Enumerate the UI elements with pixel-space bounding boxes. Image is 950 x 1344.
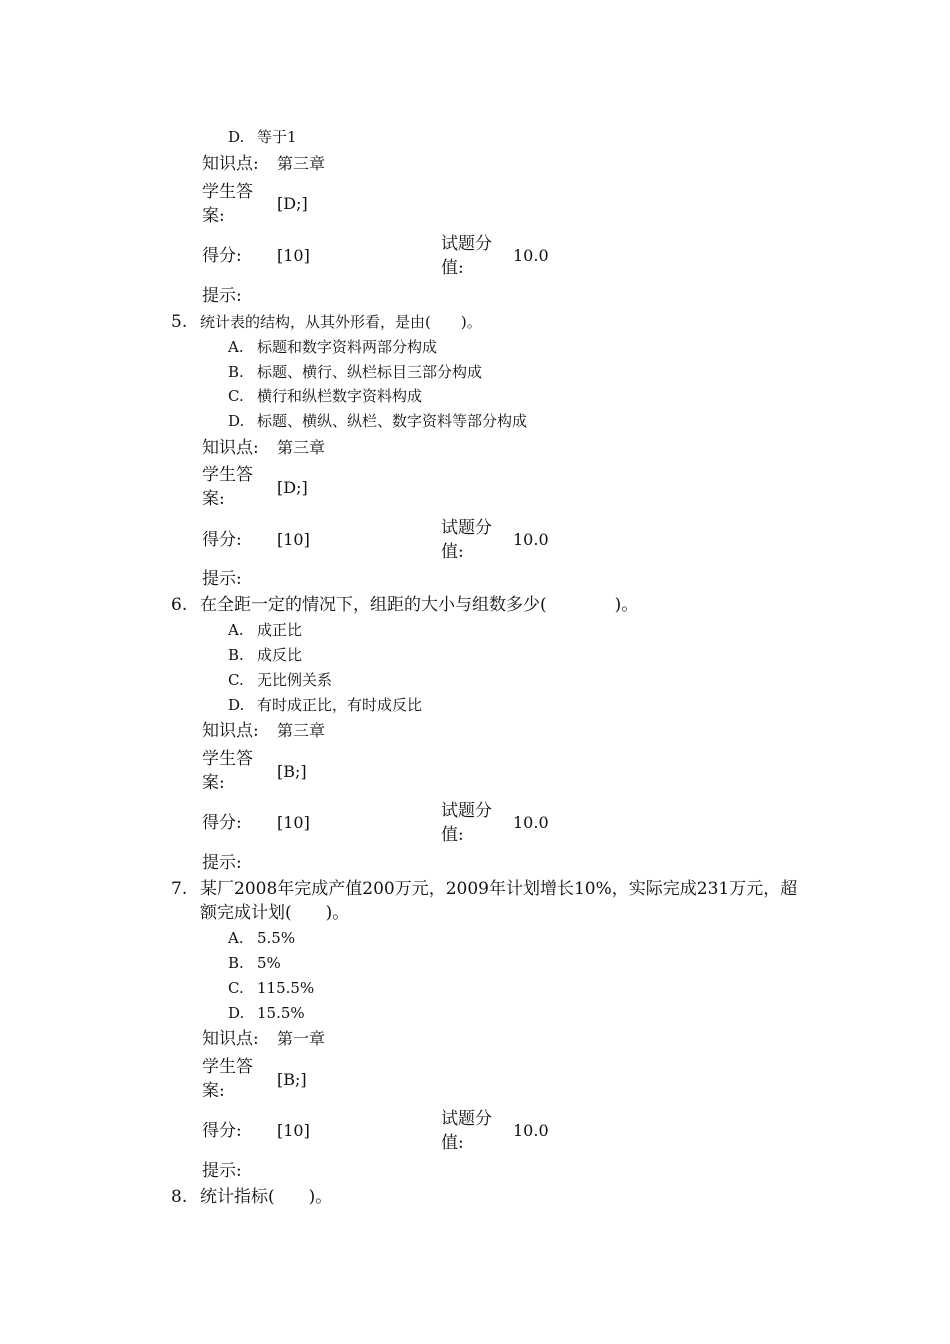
option-b <box>228 953 281 973</box>
option-text: 115.5% <box>257 979 315 997</box>
option-a <box>228 620 302 640</box>
score-value: [10] <box>277 813 310 832</box>
option-letter: C. <box>228 387 244 405</box>
option-text: 标题、横纵、纵栏、数字资料等部分构成 <box>257 412 528 430</box>
student-answer-label: 学生答案: <box>202 749 253 793</box>
option-b <box>228 362 482 382</box>
student-answer-value: [D;] <box>277 194 308 213</box>
points-label: 试题分值: <box>441 801 492 845</box>
option-text: 无比例关系 <box>257 671 333 689</box>
points-label: 试题分值: <box>441 1109 492 1153</box>
student-answer-label: 学生答案: <box>202 1057 253 1101</box>
option-letter: D. <box>228 1004 245 1022</box>
option-text: 5.5% <box>257 929 296 947</box>
student-answer-label: 学生答案: <box>202 182 253 226</box>
option-letter: D. <box>228 128 245 146</box>
option-d <box>228 1003 305 1023</box>
knowledge-label: 知识点: <box>202 154 259 174</box>
question-text: 统计指标( )。 <box>200 1187 333 1207</box>
question-number: 6. <box>171 595 188 615</box>
score-value: [10] <box>277 1121 310 1140</box>
score-value: [10] <box>277 246 310 265</box>
option-text: 15.5% <box>257 1004 305 1022</box>
option-d <box>228 127 297 147</box>
option-letter: D. <box>228 696 245 714</box>
option-letter: B. <box>228 646 244 664</box>
score-label: 得分: <box>202 813 242 833</box>
option-letter: A. <box>228 338 244 356</box>
option-letter: C. <box>228 671 244 689</box>
hint-label: 提示: <box>202 1161 242 1181</box>
points-value: 10.0 <box>513 530 549 549</box>
knowledge-value: 第一章 <box>277 1029 326 1048</box>
knowledge-label: 知识点: <box>202 438 259 458</box>
student-answer-value: [D;] <box>277 478 308 497</box>
option-letter: D. <box>228 412 245 430</box>
hint-label: 提示: <box>202 853 242 873</box>
option-text: 标题和数字资料两部分构成 <box>257 338 438 356</box>
option-a <box>228 337 437 357</box>
option-letter: A. <box>228 929 244 947</box>
option-text: 有时成正比，有时成反比 <box>257 696 423 714</box>
points-label: 试题分值: <box>441 518 492 562</box>
option-text: 成正比 <box>257 621 303 639</box>
knowledge-label: 知识点: <box>202 721 259 741</box>
score-label: 得分: <box>202 530 242 550</box>
option-text: 等于1 <box>257 128 297 146</box>
student-answer-value: [B;] <box>277 762 307 781</box>
option-c <box>228 978 314 998</box>
option-text: 标题、横行、纵栏标目三部分构成 <box>257 363 483 381</box>
question-number: 8. <box>171 1187 188 1207</box>
points-value: 10.0 <box>513 1121 549 1140</box>
option-c <box>228 386 422 406</box>
option-c <box>228 670 332 690</box>
score-label: 得分: <box>202 1121 242 1141</box>
question-text: 在全距一定的情况下，组距的大小与组数多少( )。 <box>200 595 639 615</box>
knowledge-value: 第三章 <box>277 154 326 173</box>
question-number: 7. <box>171 879 188 899</box>
option-d <box>228 695 422 715</box>
option-a <box>228 928 295 948</box>
score-value: [10] <box>277 530 310 549</box>
hint-label: 提示: <box>202 286 242 306</box>
points-value: 10.0 <box>513 813 549 832</box>
points-label: 试题分值: <box>441 234 492 278</box>
option-b <box>228 645 302 665</box>
option-letter: B. <box>228 954 244 972</box>
knowledge-value: 第三章 <box>277 438 326 457</box>
points-value: 10.0 <box>513 246 549 265</box>
option-letter: B. <box>228 363 244 381</box>
question-text: 统计表的结构，从其外形看，是由( )。 <box>200 313 482 331</box>
knowledge-value: 第三章 <box>277 721 326 740</box>
question-text: 某厂2008年完成产值200万元，2009年计划增长10%，实际完成231万元，超额完成计划( )。 <box>200 879 798 923</box>
score-label: 得分: <box>202 246 242 266</box>
hint-label: 提示: <box>202 569 242 589</box>
option-letter: C. <box>228 979 244 997</box>
option-text: 成反比 <box>257 646 303 664</box>
student-answer-value: [B;] <box>277 1070 307 1089</box>
question-number: 5. <box>171 312 188 332</box>
option-text: 横行和纵栏数字资料构成 <box>257 387 423 405</box>
option-text: 5% <box>257 954 281 972</box>
option-letter: A. <box>228 621 244 639</box>
student-answer-label: 学生答案: <box>202 465 253 509</box>
knowledge-label: 知识点: <box>202 1029 259 1049</box>
option-d <box>228 411 527 431</box>
